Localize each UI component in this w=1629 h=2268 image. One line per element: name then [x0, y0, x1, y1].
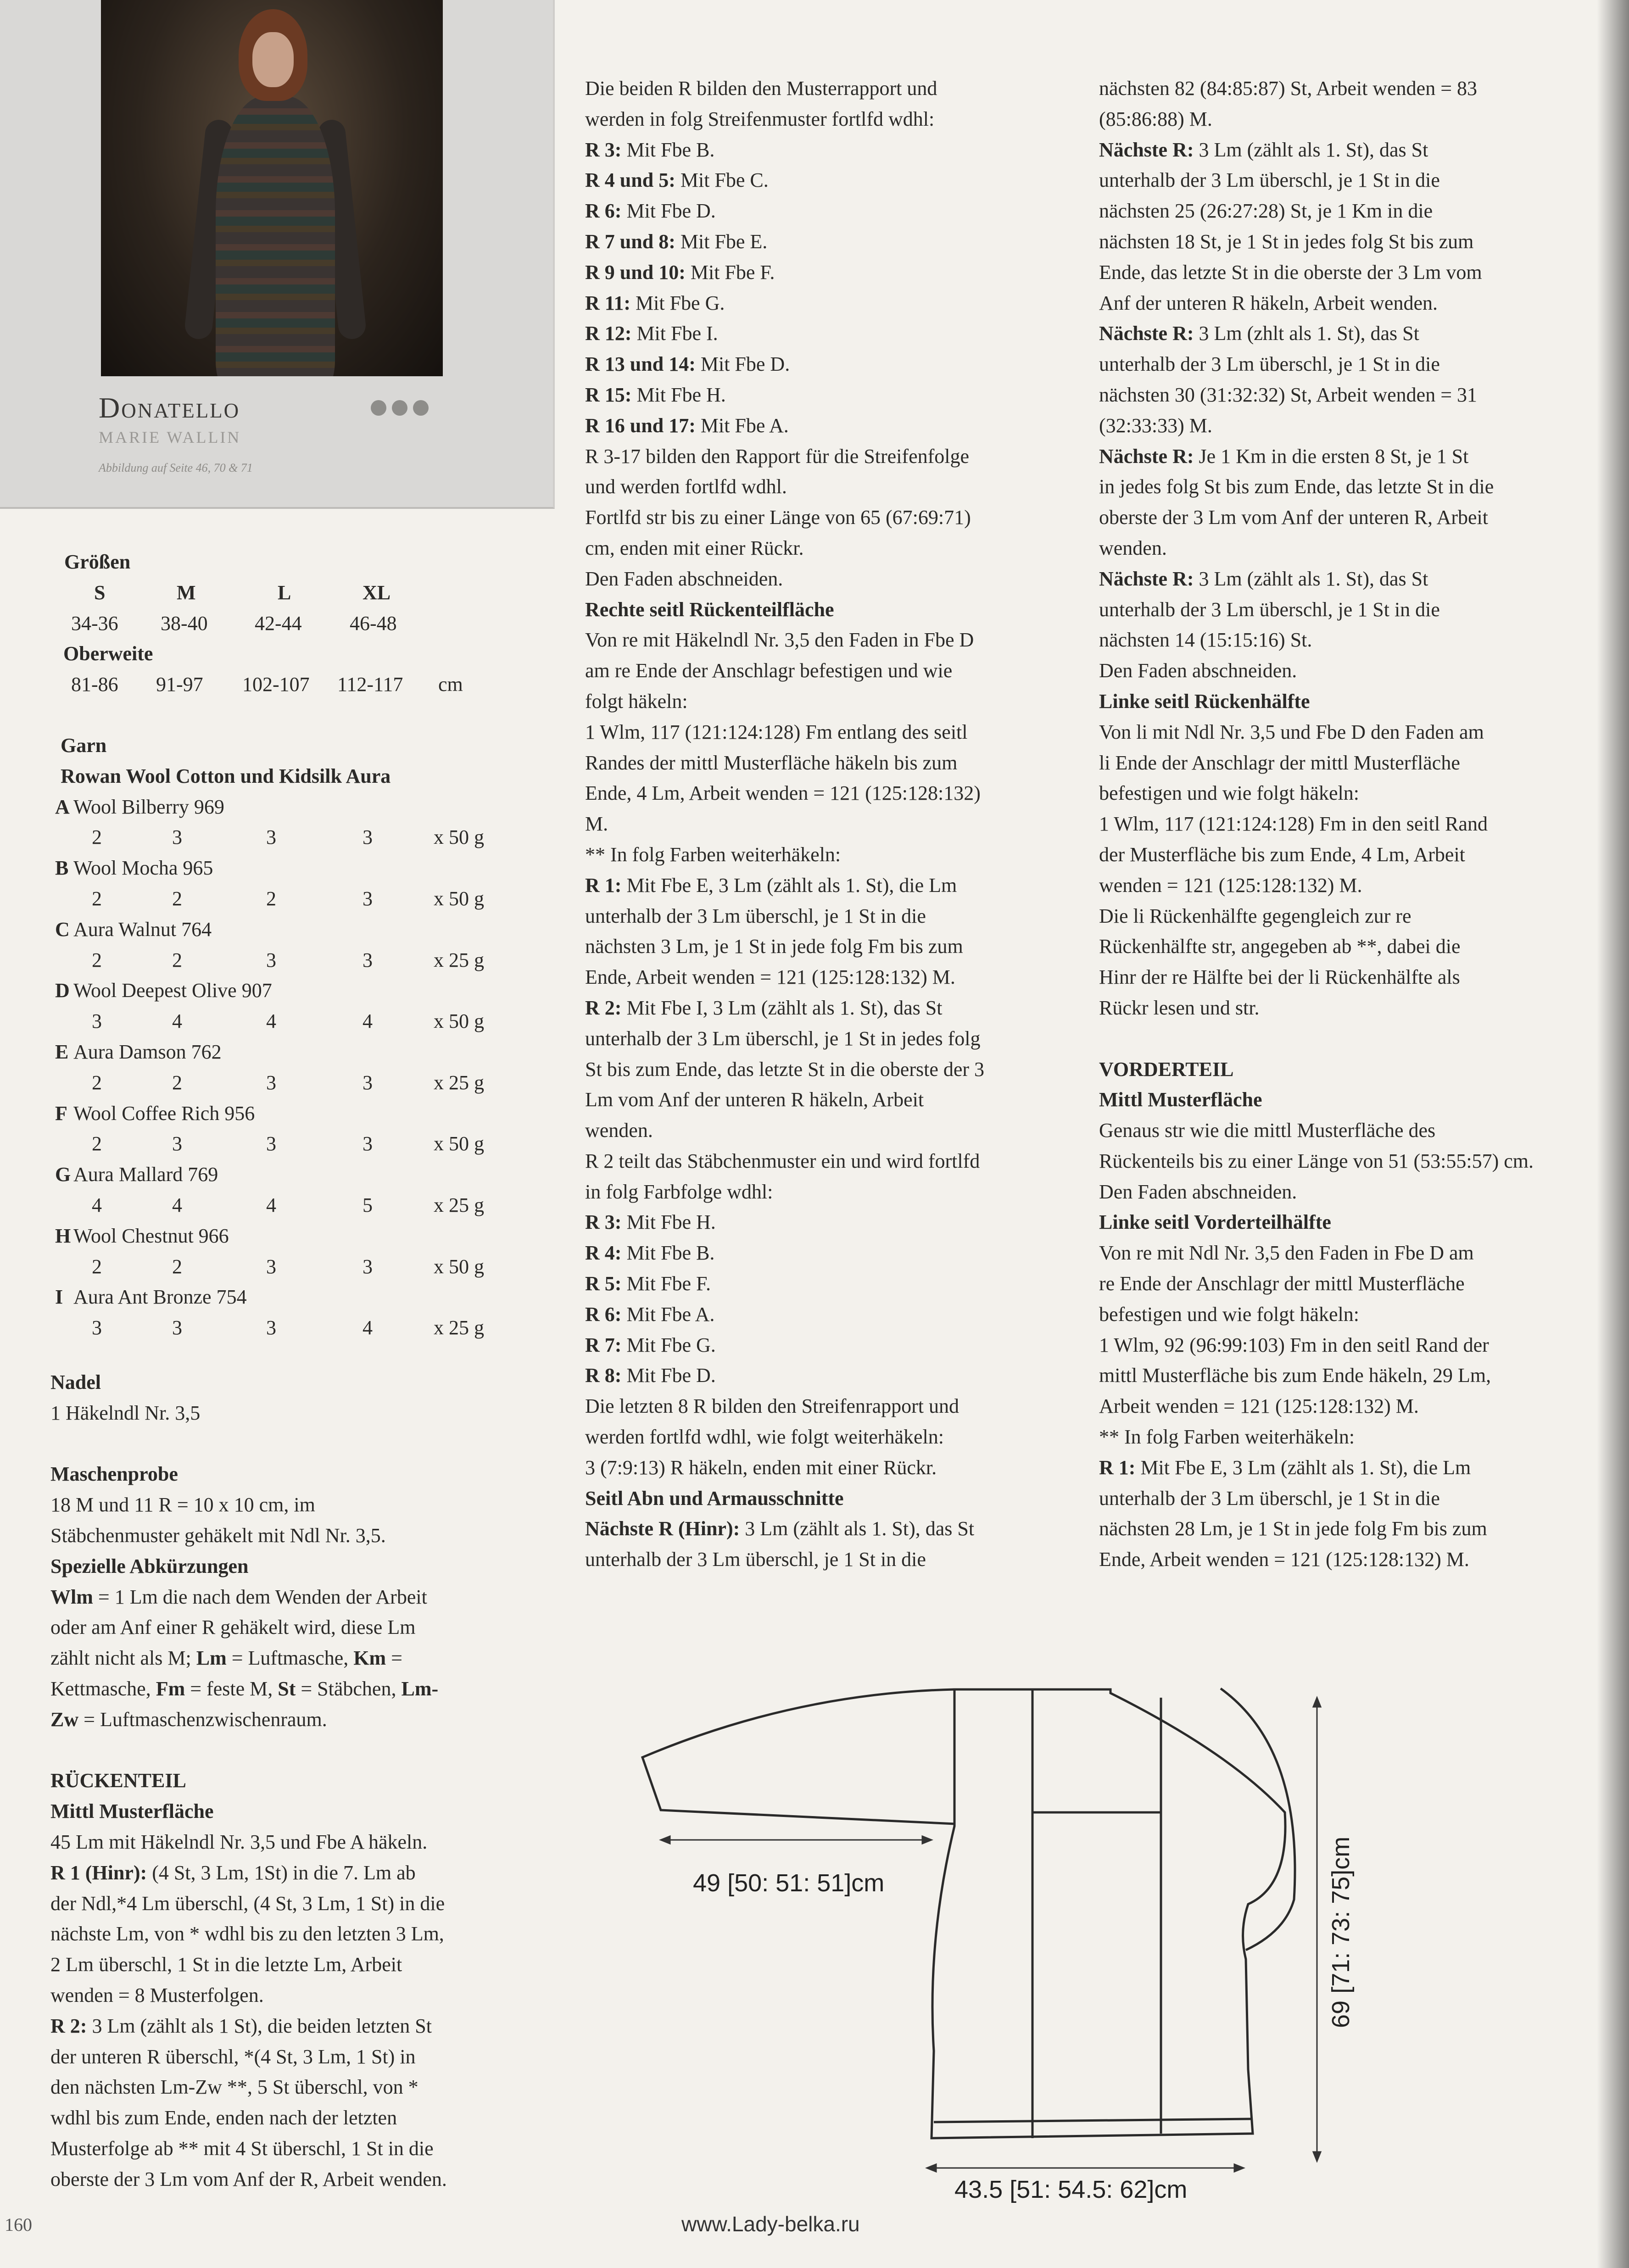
back-line: der Ndl,*4 Lm überschl, (4 St, 3 Lm, 1 St) in die: [50, 1892, 445, 1915]
yarn-qty: 2: [92, 1132, 102, 1155]
text-line: R 2 teilt das Stäbchenmuster ein und wird fortlfd: [585, 1149, 980, 1172]
text-line: Randes der mittl Musterfläche häkeln bis zum: [585, 751, 958, 774]
column-3-text: [1099, 73, 1534, 1575]
front-heading: VORDERTEIL: [1099, 1058, 1234, 1081]
yarn-unit: x 25 g: [434, 1316, 484, 1339]
back-line: nächste Lm, von * wdhl bis zu den letzten 3 Lm,: [50, 1923, 444, 1945]
section-heading: Linke seitl Vorderteilhälfte: [1099, 1211, 1331, 1234]
yarn-letter: H: [55, 1224, 71, 1247]
text-line: Lm vom Anf der unteren R häkeln, Arbeit: [585, 1088, 924, 1111]
bust-value: 112-117: [337, 673, 403, 696]
text-line: R 15: Mit Fbe H.: [585, 383, 726, 406]
size-range: 46-48: [350, 612, 397, 635]
photo-dress: [216, 96, 335, 376]
yarn-qty: 3: [92, 1010, 102, 1033]
photo-panel: [0, 0, 555, 509]
yarn-qty: 2: [92, 1071, 102, 1094]
text-line: Die letzten 8 R bilden den Streifenrapport und: [585, 1395, 959, 1418]
text-line: R 6: Mit Fbe D.: [585, 200, 716, 223]
text-line: Den Faden abschneiden.: [1099, 659, 1297, 682]
arrow-head: [922, 1836, 932, 1844]
section-heading: Linke seitl Rückenhälfte: [1099, 690, 1310, 713]
length-dimension: 69 [71: 73: 75]cm: [1327, 1836, 1355, 2028]
back-heading: RÜCKENTEIL: [50, 1769, 186, 1792]
photo-face: [252, 32, 294, 87]
text-line: folgt häkeln:: [585, 690, 688, 713]
text-line: ** In folg Farben weiterhäkeln:: [585, 843, 841, 866]
design-title: Donatello: [99, 391, 240, 424]
section-heading: Rechte seitl Rückenteilfläche: [585, 598, 834, 621]
text-line: 1 Wlm, 117 (121:124:128) Fm entlang des seitl: [585, 720, 968, 743]
arrow-head: [927, 2164, 936, 2172]
yarn-qty: 4: [172, 1010, 182, 1033]
yarn-qty: 3: [172, 826, 182, 849]
yarn-qty: 3: [363, 1071, 373, 1094]
text-line: nächsten 14 (15:15:16) St.: [1099, 629, 1312, 652]
text-line: R 9 und 10: Mit Fbe F.: [585, 261, 775, 284]
yarn-qty: 3: [92, 1316, 102, 1339]
abbr-line: Kettmasche, Fm = feste M, St = Stäbchen, Lm-: [50, 1677, 439, 1700]
yarn-qty: 3: [363, 826, 373, 849]
text-line: unterhalb der 3 Lm überschl, je 1 St in die: [1099, 353, 1440, 376]
text-line: Nächste R: 3 Lm (zählt als 1. St), das St: [1099, 138, 1428, 161]
text-line: unterhalb der 3 Lm überschl, je 1 St in die: [585, 1548, 926, 1571]
difficulty-dot: [371, 400, 386, 416]
text-line: R 5: Mit Fbe F.: [585, 1272, 711, 1295]
page-gutter-shadow: [1597, 0, 1629, 2268]
text-line: Die li Rückenhälfte gegengleich zur re: [1099, 904, 1411, 927]
text-line: (85:86:88) M.: [1099, 107, 1212, 130]
difficulty-dot: [392, 400, 407, 416]
text-line: Nächste R: 3 Lm (zählt als 1. St), das St: [1099, 567, 1428, 590]
section-heading: Mittl Musterfläche: [1099, 1088, 1262, 1111]
text-line: R 4 und 5: Mit Fbe C.: [585, 169, 769, 192]
text-line: Ende, Arbeit wenden = 121 (125:128:132) M.: [1099, 1548, 1469, 1571]
yarn-unit: x 50 g: [434, 826, 484, 849]
yarn-qty: 4: [363, 1010, 373, 1033]
size-label: XL: [363, 581, 391, 604]
yarn-qty: 2: [92, 826, 102, 849]
yarn-letter: B: [55, 857, 69, 880]
back-line: oberste der 3 Lm vom Anf der R, Arbeit wenden.: [50, 2168, 447, 2190]
text-line: Ende, Arbeit wenden = 121 (125:128:132) M.: [585, 966, 955, 989]
yarn-qty: 3: [266, 1071, 276, 1094]
text-line: der Musterfläche bis zum Ende, 4 Lm, Arbeit: [1099, 843, 1465, 866]
yarn-qty: 2: [172, 887, 182, 910]
text-line: werden in folg Streifenmuster fortlfd wdhl:: [585, 107, 935, 130]
text-line: Genaus str wie die mittl Musterfläche des: [1099, 1119, 1436, 1142]
text-line: oberste der 3 Lm vom Anf der unteren R, Arbeit: [1099, 506, 1489, 529]
text-line: werden fortlfd wdhl, wie folgt weiterhäkeln:: [585, 1426, 944, 1449]
text-line: Ende, 4 Lm, Arbeit wenden = 121 (125:128:132): [585, 782, 981, 805]
abbr-line: zählt nicht als M; Lm = Luftmasche, Km =: [50, 1647, 402, 1670]
yarn-qty: 3: [172, 1316, 182, 1339]
yarn-qty: 2: [92, 1255, 102, 1278]
abbr-line: oder am Anf einer R gehäkelt wird, diese Lm: [50, 1616, 416, 1639]
yarn-qty: 3: [266, 948, 276, 971]
yarn-name: Wool Mocha 965: [73, 857, 213, 880]
text-line: nächsten 18 St, je 1 St in jedes folg St bis zum: [1099, 230, 1474, 253]
text-line: mittl Musterfläche bis zum Ende häkeln, 29 Lm,: [1099, 1364, 1491, 1387]
text-line: 3 (7:9:13) R häkeln, enden mit einer Rückr.: [585, 1456, 937, 1479]
text-line: Von re mit Ndl Nr. 3,5 den Faden in Fbe D am: [1099, 1242, 1474, 1265]
back-subheading: Mittl Musterfläche: [50, 1800, 214, 1823]
back-line: 2 Lm überschl, 1 St in die letzte Lm, Arbeit: [50, 1953, 402, 1976]
column-1-text: [50, 1367, 447, 2195]
text-line: in jedes folg St bis zum Ende, das letzte St in die: [1099, 475, 1494, 498]
yarn-qty: 3: [363, 948, 373, 971]
text-line: befestigen und wie folgt häkeln:: [1099, 1303, 1359, 1326]
difficulty-rating: [371, 400, 429, 416]
text-line: nächsten 30 (31:32:32) St, Arbeit wenden = 31: [1099, 383, 1478, 406]
text-line: R 7: Mit Fbe G.: [585, 1333, 716, 1356]
yarn-qty: 4: [266, 1193, 276, 1216]
text-line: R 11: Mit Fbe G.: [585, 291, 725, 314]
text-line: nächsten 25 (26:27:28) St, je 1 Km in die: [1099, 200, 1433, 223]
yarn-name: Wool Deepest Olive 907: [73, 979, 272, 1002]
bust-value: 91-97: [156, 673, 203, 696]
yarn-qty: 2: [172, 1255, 182, 1278]
text-line: Von re mit Häkelndl Nr. 3,5 den Faden in Fbe D: [585, 629, 974, 652]
text-line: cm, enden mit einer Rückr.: [585, 536, 804, 559]
text-line: M.: [585, 813, 608, 836]
model-photo: [101, 0, 443, 376]
sleeve-dimension: 49 [50: 51: 51]cm: [693, 1869, 885, 1897]
text-line: am re Ende der Anschlagr befestigen und wie: [585, 659, 953, 682]
yarn-qty: 3: [172, 1132, 182, 1155]
text-line: (32:33:33) M.: [1099, 414, 1212, 437]
text-line: unterhalb der 3 Lm überschl, je 1 St in die: [1099, 169, 1440, 192]
bust-value: 81-86: [71, 673, 118, 696]
arrow-head: [1313, 2152, 1321, 2161]
text-line: befestigen und wie folgt häkeln:: [1099, 782, 1359, 805]
text-line: in folg Farbfolge wdhl:: [585, 1180, 773, 1203]
text-line: 1 Wlm, 92 (96:99:103) Fm in den seitl Rand der: [1099, 1333, 1489, 1356]
abbr-line: Wlm = 1 Lm die nach dem Wenden der Arbeit: [50, 1585, 427, 1608]
yarn-letter: D: [55, 979, 70, 1002]
text-line: R 16 und 17: Mit Fbe A.: [585, 414, 789, 437]
yarn-letter: E: [55, 1040, 69, 1063]
yarn-brand: Rowan Wool Cotton und Kidsilk Aura: [61, 764, 391, 787]
text-line: wenden.: [1099, 536, 1167, 559]
back-line: der unteren R überschl, *(4 St, 3 Lm, 1 St) in: [50, 2045, 416, 2068]
size-range: 38-40: [161, 612, 208, 635]
text-line: Nächste R: 3 Lm (zhlt als 1. St), das St: [1099, 322, 1419, 345]
text-line: wenden = 121 (125:128:132) M.: [1099, 874, 1362, 897]
text-line: und werden fortlfd wdhl.: [585, 475, 787, 498]
yarn-unit: x 25 g: [434, 1193, 484, 1216]
size-label: M: [177, 581, 196, 604]
source-url[interactable]: www.Lady-belka.ru: [681, 2212, 860, 2236]
page-number: 160: [5, 2214, 32, 2235]
width-dimension: 43.5 [51: 54.5: 62]cm: [954, 2176, 1188, 2203]
section-heading: Seitl Abn und Armausschnitte: [585, 1487, 844, 1510]
gauge-heading: Maschenprobe: [50, 1463, 178, 1486]
yarn-unit: x 50 g: [434, 1132, 484, 1155]
text-line: Anf der unteren R häkeln, Arbeit wenden.: [1099, 291, 1438, 314]
schematic-body: [932, 1689, 1285, 2138]
back-line: wenden = 8 Musterfolgen.: [50, 1984, 264, 2006]
text-line: R 1: Mit Fbe E, 3 Lm (zählt als 1. St), die Lm: [585, 874, 957, 897]
text-line: Ende, das letzte St in die oberste der 3 Lm vom: [1099, 261, 1482, 284]
text-line: Rückenhälfte str, angegeben ab **, dabei die: [1099, 935, 1461, 958]
size-label: L: [278, 581, 291, 604]
yarn-unit: x 50 g: [434, 1255, 484, 1278]
design-author: MARIE WALLIN: [99, 428, 241, 446]
schematic-front-edge: [1221, 1688, 1295, 1950]
text-line: St bis zum Ende, das letzte St in die oberste der 3: [585, 1058, 985, 1081]
gauge-line: Stäbchenmuster gehäkelt mit Ndl Nr. 3,5.: [50, 1524, 386, 1547]
text-line: unterhalb der 3 Lm überschl, je 1 St in jedes folg: [585, 1027, 981, 1050]
text-line: unterhalb der 3 Lm überschl, je 1 St in die: [1099, 1487, 1440, 1510]
text-line: Rückenteils bis zu einer Länge von 51 (53:55:57) cm.: [1099, 1149, 1534, 1172]
yarn-heading: Garn: [61, 734, 107, 757]
size-range: 42-44: [255, 612, 302, 635]
yarn-qty: 3: [363, 887, 373, 910]
yarn-unit: x 25 g: [434, 1071, 484, 1094]
back-line: R 1 (Hinr): (4 St, 3 Lm, 1St) in die 7. Lm ab: [50, 1861, 416, 1884]
yarn-name: Aura Mallard 769: [73, 1163, 218, 1186]
text-line: Fortlfd str bis zu einer Länge von 65 (67:69:71): [585, 506, 971, 529]
text-line: Rückr lesen und str.: [1099, 996, 1260, 1019]
bust-heading: Oberweite: [63, 642, 153, 665]
yarn-name: Wool Bilberry 969: [73, 795, 224, 818]
text-line: nächsten 3 Lm, je 1 St in jede folg Fm bis zum: [585, 935, 963, 958]
yarn-name: Aura Damson 762: [73, 1040, 222, 1063]
arrow-head: [661, 1836, 670, 1844]
garment-schematic: [633, 1675, 1620, 2207]
text-line: nächsten 82 (84:85:87) St, Arbeit wenden = 83: [1099, 77, 1478, 100]
text-line: R 1: Mit Fbe E, 3 Lm (zählt als 1. St), die Lm: [1099, 1456, 1471, 1479]
yarn-letter: G: [55, 1163, 71, 1186]
yarn-unit: x 25 g: [434, 948, 484, 971]
text-line: 1 Wlm, 117 (121:124:128) Fm in den seitl Rand: [1099, 813, 1488, 836]
text-line: R 3-17 bilden den Rapport für die Streifenfolge: [585, 445, 970, 468]
needle-text: 1 Häkelndl Nr. 3,5: [50, 1401, 201, 1424]
needle-heading: Nadel: [50, 1371, 101, 1393]
yarn-unit: x 50 g: [434, 1010, 484, 1033]
yarn-name: Wool Coffee Rich 956: [73, 1102, 255, 1125]
yarn-qty: 3: [266, 1255, 276, 1278]
text-line: R 13 und 14: Mit Fbe D.: [585, 353, 790, 376]
gauge-line: 18 M und 11 R = 10 x 10 cm, im: [50, 1493, 315, 1516]
yarn-qty: 4: [92, 1193, 102, 1216]
text-line: R 2: Mit Fbe I, 3 Lm (zählt als 1. St), das St: [585, 996, 943, 1019]
back-line: R 2: 3 Lm (zählt als 1 St), die beiden letzten St: [50, 2014, 432, 2037]
yarn-qty: 3: [363, 1255, 373, 1278]
yarn-qty: 3: [363, 1132, 373, 1155]
column-2-text: [585, 73, 984, 1575]
yarn-name: Aura Ant Bronze 754: [73, 1286, 247, 1309]
text-line: R 8: Mit Fbe D.: [585, 1364, 716, 1387]
text-line: R 4: Mit Fbe B.: [585, 1242, 715, 1265]
text-line: unterhalb der 3 Lm überschl, je 1 St in die: [585, 904, 926, 927]
yarn-name: Wool Chestnut 966: [73, 1224, 229, 1247]
text-line: wenden.: [585, 1119, 653, 1142]
yarn-qty: 2: [172, 948, 182, 971]
size-range: 34-36: [71, 612, 118, 635]
yarn-letter: A: [55, 795, 70, 818]
arrow-head: [1234, 2164, 1244, 2172]
text-line: R 3: Mit Fbe B.: [585, 138, 715, 161]
arrow-head: [1313, 1698, 1321, 1707]
text-line: Arbeit wenden = 121 (125:128:132) M.: [1099, 1395, 1419, 1418]
text-line: Den Faden abschneiden.: [1099, 1180, 1297, 1203]
text-line: R 12: Mit Fbe I.: [585, 322, 718, 345]
yarn-qty: 2: [92, 887, 102, 910]
back-line: Musterfolge ab ** mit 4 St überschl, 1 St in die: [50, 2137, 434, 2160]
yarn-qty: 4: [172, 1193, 182, 1216]
yarn-qty: 2: [92, 948, 102, 971]
text-line: R 3: Mit Fbe H.: [585, 1211, 716, 1234]
text-line: ** In folg Farben weiterhäkeln:: [1099, 1426, 1355, 1449]
back-line: 45 Lm mit Häkelndl Nr. 3,5 und Fbe A häkeln.: [50, 1830, 428, 1853]
text-line: Die beiden R bilden den Musterrapport und: [585, 77, 937, 100]
yarn-qty: 4: [363, 1316, 373, 1339]
yarn-qty: 2: [172, 1071, 182, 1094]
size-label: S: [94, 581, 106, 604]
abbr-heading: Spezielle Abkürzungen: [50, 1555, 249, 1577]
yarn-letter: I: [55, 1286, 63, 1309]
text-line: Hinr der re Hälfte bei der li Rückenhälfte als: [1099, 966, 1460, 989]
yarn-qty: 5: [363, 1193, 373, 1216]
text-line: Von li mit Ndl Nr. 3,5 und Fbe D den Faden am: [1099, 720, 1484, 743]
sizes-heading: Größen: [64, 551, 131, 573]
text-line: re Ende der Anschlagr der mittl Musterfläche: [1099, 1272, 1465, 1295]
yarn-name: Aura Walnut 764: [73, 918, 212, 941]
difficulty-dot: [413, 400, 429, 416]
bust-value: 102-107: [242, 673, 310, 696]
yarn-letter: C: [55, 918, 70, 941]
abbr-line: Zw = Luftmaschenzwischenraum.: [50, 1708, 327, 1731]
text-line: R 7 und 8: Mit Fbe E.: [585, 230, 768, 253]
yarn-qty: 3: [266, 1316, 276, 1339]
back-line: den nächsten Lm-Zw **, 5 St überschl, von *: [50, 2076, 418, 2099]
text-line: Den Faden abschneiden.: [585, 567, 783, 590]
yarn-qty: 4: [266, 1010, 276, 1033]
text-line: li Ende der Anschlagr der mittl Musterfläche: [1099, 751, 1460, 774]
text-line: nächsten 28 Lm, je 1 St in jede folg Fm bis zum: [1099, 1517, 1487, 1540]
text-line: R 6: Mit Fbe A.: [585, 1303, 715, 1326]
schematic-sleeve: [642, 1689, 954, 1824]
bust-unit: cm: [438, 673, 463, 696]
yarn-qty: 3: [266, 826, 276, 849]
text-line: Nächste R (Hinr): 3 Lm (zählt als 1. St), das St: [585, 1517, 975, 1540]
back-line: wdhl bis zum Ende, enden nach der letzten: [50, 2106, 397, 2129]
yarn-letter: F: [55, 1102, 67, 1125]
text-line: unterhalb der 3 Lm überschl, je 1 St in die: [1099, 598, 1440, 621]
text-line: Nächste R: Je 1 Km in die ersten 8 St, je 1 St: [1099, 445, 1469, 468]
schematic-hem-band: [934, 2119, 1253, 2122]
design-photo-reference: Abbildung auf Seite 46, 70 & 71: [99, 461, 253, 474]
yarn-qty: 3: [266, 1132, 276, 1155]
yarn-unit: x 50 g: [434, 887, 484, 910]
yarn-qty: 2: [266, 887, 276, 910]
